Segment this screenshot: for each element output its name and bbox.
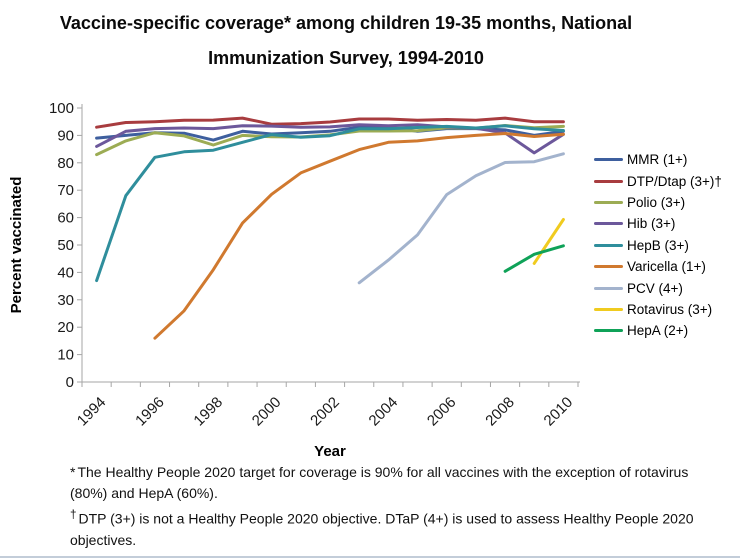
legend-swatch: [594, 158, 623, 161]
legend-swatch: [594, 265, 623, 268]
x-tick-label: 1996: [132, 393, 168, 430]
chart-title-line2: Immunization Survey, 1994-2010: [208, 48, 484, 68]
legend-swatch: [594, 287, 623, 290]
footnote-dtp-objective: [70, 504, 718, 551]
axes: [82, 104, 580, 382]
legend-item-hib-3: [594, 213, 722, 234]
series-line-rotavirus-3: [534, 220, 563, 264]
legend-item-pcv-4: [594, 277, 722, 298]
legend-swatch: [594, 244, 623, 247]
x-tick-label: 2010: [540, 393, 577, 430]
legend-label: MMR (1+): [627, 152, 688, 168]
footnote-hp2020-target: [70, 462, 718, 504]
x-axis-labels: [74, 394, 576, 430]
x-tick-label: 2008: [482, 393, 518, 430]
legend-swatch: [594, 308, 623, 311]
footnote-marker-dagger: †: [70, 508, 77, 521]
y-tick-label: 60: [57, 209, 74, 227]
legend-swatch: [594, 180, 623, 183]
legend-label: DTP/Dtap (3+)†: [627, 173, 722, 189]
y-tick-label: 80: [57, 154, 74, 172]
x-tick-label: 2004: [365, 393, 402, 430]
footnotes: [70, 462, 718, 551]
y-axis-title: Percent vaccinated: [8, 176, 25, 314]
y-tick-label: 100: [48, 100, 74, 117]
legend-swatch: [594, 222, 623, 225]
legend-label: Varicella (1+): [627, 259, 706, 275]
legend-swatch: [594, 329, 623, 332]
series-lines: [97, 118, 564, 338]
footnote-marker-asterisk: *: [70, 464, 76, 480]
y-tick-label: 20: [57, 319, 74, 337]
x-tick-label: 2002: [307, 393, 343, 430]
legend-item-hepa-2: [594, 320, 722, 341]
legend-label: Polio (3+): [627, 194, 686, 210]
legend-item-hepb-3: [594, 235, 722, 256]
series-line-hepb-3: [97, 126, 564, 281]
y-tick-label: 70: [57, 182, 74, 200]
y-tick-label: 0: [65, 374, 74, 391]
legend-item-mmr-1: [594, 149, 722, 170]
series-line-hepa-2: [505, 246, 563, 271]
y-tick-label: 10: [57, 346, 74, 364]
y-tick-label: 50: [57, 237, 74, 254]
legend-label: Hib (3+): [627, 216, 676, 232]
x-tick-label: 1998: [190, 393, 227, 430]
footnote-hp2020-text: The Healthy People 2020 target for coverage is 90% for all vaccines with the exception of rotavirus (80%) and HepA (60%).: [70, 464, 689, 501]
legend-label: HepA (2+): [627, 323, 689, 339]
x-tick-label: 2000: [248, 393, 285, 430]
legend-item-rotavirus-3: [594, 299, 722, 320]
y-axis-labels: [49, 100, 74, 391]
legend-label: Rotavirus (3+): [627, 301, 713, 317]
legend-item-dtp-dtap-3: [594, 170, 722, 191]
legend-label: HepB (3+): [627, 237, 689, 253]
y-axis-ticks: [77, 108, 82, 382]
legend-label: PCV (4+): [627, 280, 683, 296]
legend-item-varicella-1: [594, 256, 722, 277]
y-tick-label: 30: [57, 291, 74, 309]
x-axis-ticks: [82, 382, 578, 387]
y-tick-label: 40: [57, 264, 74, 282]
x-tick-label: 2006: [423, 393, 460, 430]
footnote-dtp-text: DTP (3+) is not a Healthy People 2020 objective. DTaP (4+) is used to assess Healthy People 2020 objectives.: [70, 510, 694, 548]
chart-legend: [594, 149, 722, 342]
legend-swatch: [594, 201, 623, 204]
chart-title-line1: Vaccine-specific coverage* among children 19-35 months, National: [59, 13, 633, 33]
y-tick-label: 90: [57, 127, 74, 145]
x-tick-label: 1994: [73, 393, 110, 430]
legend-item-polio-3: [594, 192, 722, 213]
x-axis-title: Year: [314, 443, 346, 460]
